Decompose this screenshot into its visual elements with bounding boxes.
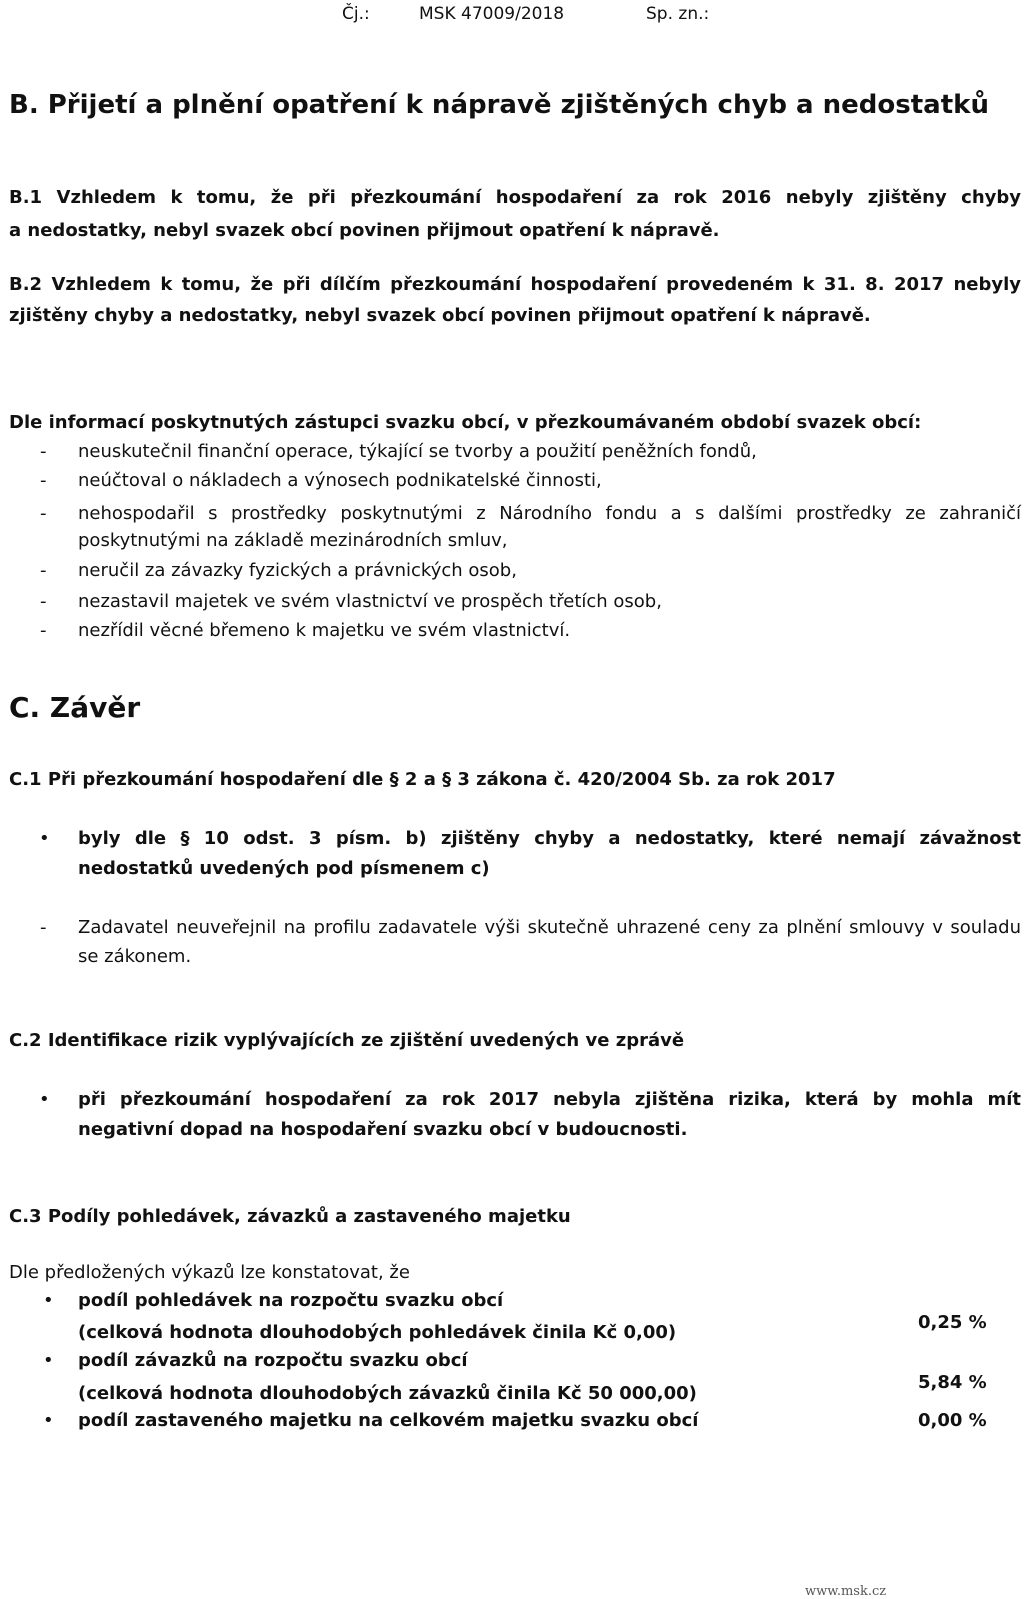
section-c-heading: C. Závěr bbox=[9, 691, 141, 724]
dash-marker: - bbox=[40, 503, 47, 524]
c3-row-2-value: 5,84 % bbox=[918, 1372, 987, 1393]
bullet-marker: • bbox=[39, 1089, 50, 1110]
bullet-marker: • bbox=[43, 1410, 54, 1431]
c2-bullet-line1: při přezkoumání hospodaření za rok 2017 nebyla zjištěna rizika, která by mohla mít bbox=[78, 1089, 1021, 1110]
c3-row-2-line1: podíl závazků na rozpočtu svazku obcí bbox=[78, 1350, 468, 1371]
c3-intro: Dle předložených výkazů lze konstatovat, že bbox=[9, 1262, 410, 1283]
dash-marker: - bbox=[40, 470, 47, 491]
header-cj-value: MSK 47009/2018 bbox=[419, 4, 565, 24]
b1-line1: B.1 Vzhledem k tomu, že při přezkoumání hospodaření za rok 2016 nebyly zjištěny chyby bbox=[9, 187, 1021, 208]
c3-row-1-line1: podíl pohledávek na rozpočtu svazku obcí bbox=[78, 1290, 504, 1311]
info-item-6: nezřídil věcné břemeno k majetku ve svém vlastnictví. bbox=[78, 620, 571, 641]
c2-bullet-line2: negativní dopad na hospodaření svazku obcí v budoucnosti. bbox=[78, 1119, 688, 1140]
dash-marker: - bbox=[40, 917, 47, 938]
dash-marker: - bbox=[40, 620, 47, 641]
header-cj-label: Čj.: bbox=[342, 4, 370, 24]
dash-marker: - bbox=[40, 560, 47, 581]
info-item-1: neuskutečnil finanční operace, týkající se tvorby a použití peněžních fondů, bbox=[78, 441, 757, 462]
info-item-3-cont: poskytnutými na základě mezinárodních smluv, bbox=[78, 530, 508, 551]
c1-dash-line1: Zadavatel neuveřejnil na profilu zadavatele výši skutečně uhrazené ceny za plnění smlouvy v souladu bbox=[78, 917, 1021, 938]
bullet-marker: • bbox=[43, 1350, 54, 1371]
c3-row-1-line2: (celková hodnota dlouhodobých pohledávek činila Kč 0,00) bbox=[78, 1322, 677, 1343]
info-item-4: neručil za závazky fyzických a právnických osob, bbox=[78, 560, 517, 581]
b2-line1: B.2 Vzhledem k tomu, že při dílčím přezkoumání hospodaření provedeném k 31. 8. 2017 nebyly bbox=[9, 274, 1021, 295]
footer-url: www.msk.cz bbox=[805, 1584, 887, 1599]
bullet-marker: • bbox=[43, 1290, 54, 1311]
c3-row-2-line2: (celková hodnota dlouhodobých závazků činila Kč 50 000,00) bbox=[78, 1383, 697, 1404]
c3-row-3-value: 0,00 % bbox=[918, 1410, 987, 1431]
c1-bullet-line1: byly dle § 10 odst. 3 písm. b) zjištěny chyby a nedostatky, které nemají závažnost bbox=[78, 828, 1021, 849]
info-item-3: nehospodařil s prostředky poskytnutými z Národního fondu a s dalšími prostředky ze zahraničí bbox=[78, 503, 1021, 524]
b2-line2: zjištěny chyby a nedostatky, nebyl svazek obcí povinen přijmout opatření k nápravě. bbox=[9, 305, 871, 326]
section-b-heading: B. Přijetí a plnění opatření k nápravě zjištěných chyb a nedostatků bbox=[9, 90, 989, 120]
b1-line2: a nedostatky, nebyl svazek obcí povinen přijmout opatření k nápravě. bbox=[9, 220, 720, 241]
header-spzn-label: Sp. zn.: bbox=[646, 4, 710, 24]
bullet-marker: • bbox=[39, 828, 50, 849]
dash-marker: - bbox=[40, 591, 47, 612]
c2-title: C.2 Identifikace rizik vyplývajících ze zjištění uvedených ve zprávě bbox=[9, 1030, 685, 1051]
c3-title: C.3 Podíly pohledávek, závazků a zastaveného majetku bbox=[9, 1206, 571, 1227]
info-intro: Dle informací poskytnutých zástupci svazku obcí, v přezkoumávaném období svazek obcí: bbox=[9, 412, 922, 433]
c1-bullet-line2: nedostatků uvedených pod písmenem c) bbox=[78, 858, 490, 879]
c3-row-3-line1: podíl zastaveného majetku na celkovém majetku svazku obcí bbox=[78, 1410, 699, 1431]
c3-row-1-value: 0,25 % bbox=[918, 1312, 987, 1333]
c1-dash-line2: se zákonem. bbox=[78, 946, 192, 967]
dash-marker: - bbox=[40, 441, 47, 462]
info-item-2: neúčtoval o nákladech a výnosech podnikatelské činnosti, bbox=[78, 470, 602, 491]
info-item-5: nezastavil majetek ve svém vlastnictví ve prospěch třetích osob, bbox=[78, 591, 662, 612]
c1-title: C.1 Při přezkoumání hospodaření dle § 2 a § 3 zákona č. 420/2004 Sb. za rok 2017 bbox=[9, 769, 836, 790]
